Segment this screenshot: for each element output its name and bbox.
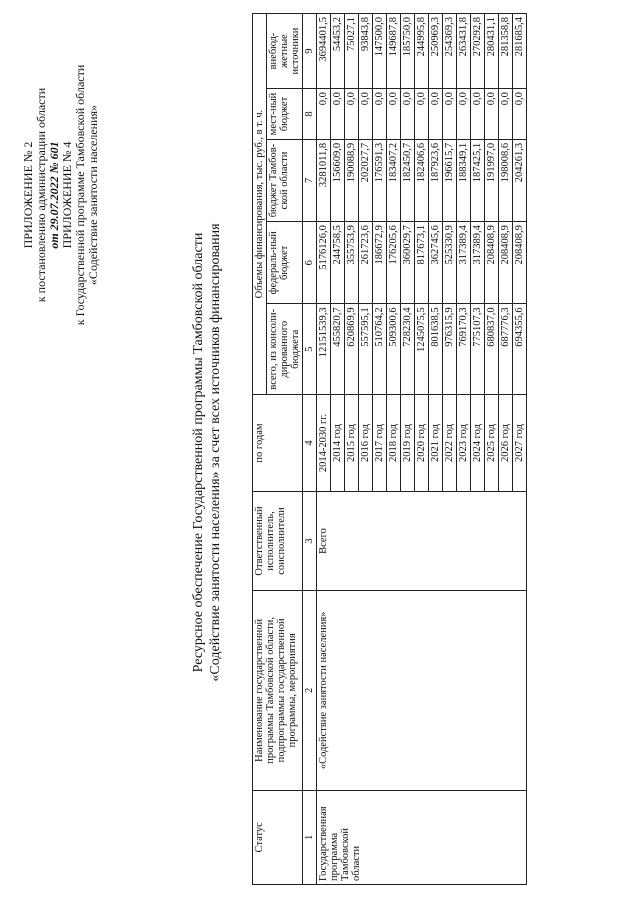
column-number-row xyxy=(303,14,317,885)
decree-signature-line: от 29.07.2022 № 601 xyxy=(47,141,61,249)
regional-cell: 182450,7 xyxy=(401,139,415,221)
extra-cell: 244995,8 xyxy=(415,14,429,89)
federal-cell: 208408,9 xyxy=(485,222,499,304)
year-cell: 2020 год xyxy=(415,395,429,492)
col-number: 4 xyxy=(303,395,317,492)
appendix-2-label: ПРИЛОЖЕНИЕ № 2 xyxy=(21,141,35,249)
header-row xyxy=(253,14,267,885)
local-cell: 0,0 xyxy=(331,89,345,140)
extra-cell: 280431,1 xyxy=(485,14,499,89)
local-cell: 0,0 xyxy=(345,89,359,140)
federal-cell: 817673,1 xyxy=(415,222,429,304)
federal-cell: 208408,9 xyxy=(499,222,513,304)
extra-cell: 281358,8 xyxy=(499,14,513,89)
local-cell: 0,0 xyxy=(401,89,415,140)
col-extra-header: внебюд-жетные источники xyxy=(267,14,303,89)
total-cell: 455820,7 xyxy=(331,304,345,395)
year-cell: 2018 год xyxy=(387,395,401,492)
local-cell: 0,0 xyxy=(373,89,387,140)
federal-cell: 525330,9 xyxy=(443,222,457,304)
col-number: 3 xyxy=(303,491,317,590)
total-cell: 557595,1 xyxy=(359,304,373,395)
local-cell: 0,0 xyxy=(429,89,443,140)
federal-cell: 362745,6 xyxy=(429,222,443,304)
year-cell: 2022 год xyxy=(443,395,457,492)
col-volume-header: Объемы финансирования, тыс. руб., в т. ч. xyxy=(253,14,267,395)
table-row xyxy=(317,14,331,885)
col-number: 5 xyxy=(303,304,317,395)
local-cell: 0,0 xyxy=(317,89,331,140)
regional-cell: 188349,1 xyxy=(457,139,471,221)
total-cell: 509300,6 xyxy=(387,304,401,395)
col-number: 9 xyxy=(303,14,317,89)
regional-cell: 3281011,8 xyxy=(317,139,331,221)
total-cell: 1245075,5 xyxy=(415,304,429,395)
total-cell: 12151539,3 xyxy=(317,304,331,395)
year-cell: 2017 год xyxy=(373,395,387,492)
total-cell: 769170,3 xyxy=(457,304,471,395)
col-number: 6 xyxy=(303,222,317,304)
regional-cell: 183407,2 xyxy=(387,139,401,221)
year-cell: 2021 год xyxy=(429,395,443,492)
regional-cell: 176591,3 xyxy=(373,139,387,221)
decree-reference: к постановлению администрации области xyxy=(34,87,48,303)
extra-cell: 250969,3 xyxy=(429,14,443,89)
local-cell: 0,0 xyxy=(485,89,499,140)
regional-cell: 187425,1 xyxy=(471,139,485,221)
extra-cell: 281685,4 xyxy=(513,14,527,89)
federal-cell: 186672,9 xyxy=(373,222,387,304)
extra-cell: 149687,8 xyxy=(387,14,401,89)
extra-cell: 270292,8 xyxy=(471,14,485,89)
col-total-header: всего, из консоли-дированного бюджета xyxy=(267,304,303,395)
col-number: 8 xyxy=(303,89,317,140)
local-cell: 0,0 xyxy=(513,89,527,140)
total-cell: 510764,2 xyxy=(373,304,387,395)
regional-cell: 196615,7 xyxy=(443,139,457,221)
col-name-header: Наименование государственной программы Тамбовской области, подпрограммы государственной программы, мероприятия xyxy=(253,591,303,791)
total-cell: 680837,0 xyxy=(485,304,499,395)
year-cell: 2023 год xyxy=(457,395,471,492)
federal-cell: 176205,6 xyxy=(387,222,401,304)
year-cell: 2025 год xyxy=(485,395,499,492)
year-cell: 2026 год xyxy=(499,395,513,492)
regional-cell: 198008,6 xyxy=(499,139,513,221)
regional-cell: 156609,0 xyxy=(331,139,345,221)
extra-cell: 93843,8 xyxy=(359,14,373,89)
federal-cell: 355753,9 xyxy=(345,222,359,304)
local-cell: 0,0 xyxy=(387,89,401,140)
local-cell: 0,0 xyxy=(359,89,373,140)
total-cell: 687776,3 xyxy=(499,304,513,395)
title-line-2: «Содействие занятости населения» за счет всех источников финансирования xyxy=(208,223,223,682)
federal-cell: 244758,5 xyxy=(331,222,345,304)
extra-cell: 254369,3 xyxy=(443,14,457,89)
regional-cell: 182406,6 xyxy=(415,139,429,221)
year-cell: 2016 год xyxy=(359,395,373,492)
federal-cell: 261723,6 xyxy=(359,222,373,304)
extra-cell: 75027,1 xyxy=(345,14,359,89)
extra-cell: 185750,0 xyxy=(401,14,415,89)
year-cell: 2019 год xyxy=(401,395,415,492)
year-cell: 2027 год xyxy=(513,395,527,492)
col-years-header: по годам xyxy=(253,395,303,492)
col-executor-header: Ответственный исполнитель, соисполнители xyxy=(253,491,303,590)
total-cell: 728230,4 xyxy=(401,304,415,395)
extra-cell: 54453,2 xyxy=(331,14,345,89)
col-local-header: мест-ный бюджет xyxy=(267,89,303,140)
federal-cell: 317389,4 xyxy=(457,222,471,304)
extra-cell: 263431,8 xyxy=(457,14,471,89)
program-name: «Содействие занятости населения» xyxy=(86,104,100,286)
federal-cell: 5176126,0 xyxy=(317,222,331,304)
regional-cell: 204261,3 xyxy=(513,139,527,221)
local-cell: 0,0 xyxy=(457,89,471,140)
appendix-4-label: ПРИЛОЖЕНИЕ № 4 xyxy=(60,141,74,249)
regional-cell: 191997,0 xyxy=(485,139,499,221)
federal-cell: 317389,4 xyxy=(471,222,485,304)
document-title xyxy=(190,0,224,905)
col-number: 2 xyxy=(303,591,317,791)
total-cell: 620869,9 xyxy=(345,304,359,395)
year-cell: 2015 год xyxy=(345,395,359,492)
extra-cell: 147500,0 xyxy=(373,14,387,89)
status-cell: Государственная программа Тамбовской области xyxy=(317,790,527,884)
program-name-cell: «Содействие занятости населения» xyxy=(317,591,527,791)
local-cell: 0,0 xyxy=(443,89,457,140)
title-line-1: Ресурсное обеспечение Государственной программы Тамбовской области xyxy=(191,232,206,673)
year-cell: 2014-2030 гг. xyxy=(317,395,331,492)
executor-cell: Всего xyxy=(317,491,527,590)
col-regional-header: бюджет Тамбов-ской области xyxy=(267,139,303,221)
extra-cell: 3694401,5 xyxy=(317,14,331,89)
local-cell: 0,0 xyxy=(415,89,429,140)
regional-cell: 202027,7 xyxy=(359,139,373,221)
regional-cell: 187923,6 xyxy=(429,139,443,221)
local-cell: 0,0 xyxy=(471,89,485,140)
year-cell: 2014 год xyxy=(331,395,345,492)
local-cell: 0,0 xyxy=(499,89,513,140)
regional-cell: 190088,9 xyxy=(345,139,359,221)
total-cell: 775107,3 xyxy=(471,304,485,395)
program-reference: к Государственной программе Тамбовской области xyxy=(73,64,87,326)
total-cell: 801638,5 xyxy=(429,304,443,395)
col-federal-header: федераль-ный бюджет xyxy=(267,222,303,304)
appendix-header xyxy=(22,5,100,385)
year-cell: 2024 год xyxy=(471,395,485,492)
col-number: 7 xyxy=(303,139,317,221)
col-status-header: Статус xyxy=(253,790,303,884)
total-cell: 694355,6 xyxy=(513,304,527,395)
total-cell: 976315,9 xyxy=(443,304,457,395)
col-number: 1 xyxy=(303,790,317,884)
financing-table xyxy=(252,13,527,885)
federal-cell: 360029,7 xyxy=(401,222,415,304)
federal-cell: 208408,9 xyxy=(513,222,527,304)
